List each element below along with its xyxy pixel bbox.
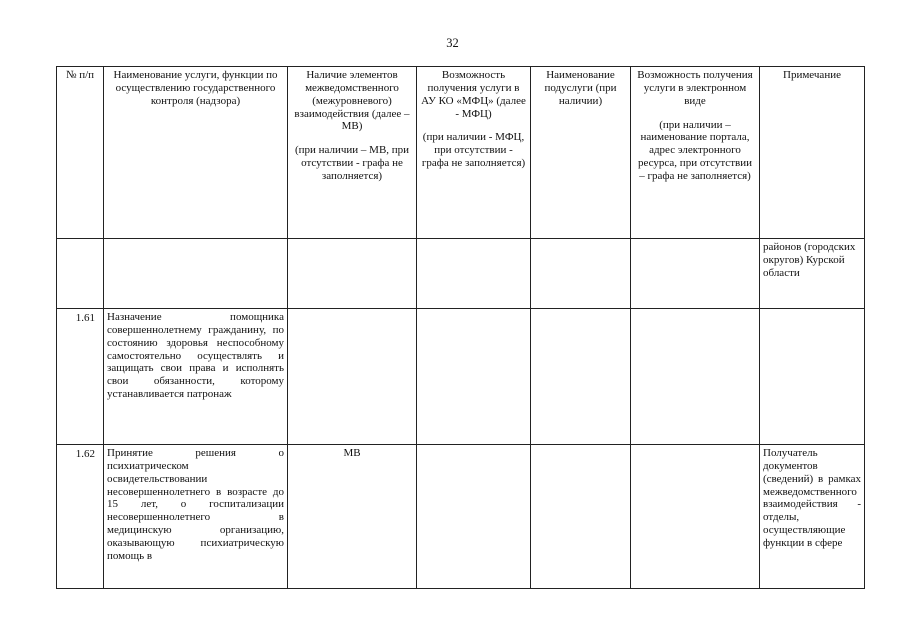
- row-mv: [288, 309, 417, 445]
- row-service-name: Принятие решения о психиатрическом освидетельствовании несовершеннолетнего в возрасте до 15 лет, о госпитализации несовершеннолетнего в медицинскую организацию, оказывающую психиатрическую помощь в: [104, 445, 288, 589]
- row-subservice: [531, 309, 631, 445]
- services-table: [56, 66, 865, 589]
- header-electronic-main: Возможность получения услуги в электронном виде: [637, 69, 753, 107]
- header-note: Примечание: [760, 67, 865, 239]
- header-subservice: Наименование подуслуги (при наличии): [531, 67, 631, 239]
- row-mfc: [417, 445, 531, 589]
- header-mv: [288, 67, 417, 239]
- header-electronic: [631, 67, 760, 239]
- row-subservice: [531, 239, 631, 309]
- table-row: [57, 239, 865, 309]
- header-mfc-main: Возможность получения услуги в АУ КО «МФЦ» (далее - МФЦ): [421, 69, 526, 120]
- header-mv-main: Наличие элементов межведомственного (межуровневого) взаимодействия (далее – МВ): [294, 69, 410, 133]
- row-note: районов (городских округов) Курской области: [760, 239, 865, 309]
- row-mfc: [417, 239, 531, 309]
- row-mv: МВ: [288, 445, 417, 589]
- row-note: [760, 309, 865, 445]
- row-service-name: Назначение помощника совершеннолетнему гражданину, по состоянию здоровья неспособному самостоятельно осуществлять и защищать свои права и исполнять свои обязанности, которому устанавливается патронаж: [104, 309, 288, 445]
- page-number: 32: [446, 36, 459, 50]
- table-row: [57, 445, 865, 589]
- row-mfc: [417, 309, 531, 445]
- row-service-name: [104, 239, 288, 309]
- row-number: 1.62: [57, 445, 104, 589]
- header-mfc-note: (при наличии - МФЦ, при отсутствии - графа не заполняется): [421, 131, 526, 170]
- header-service-name: Наименование услуги, функции по осуществлению государственного контроля (надзора): [104, 67, 288, 239]
- table-header-row: [57, 67, 865, 239]
- row-electronic: [631, 239, 760, 309]
- row-electronic: [631, 309, 760, 445]
- row-mv: [288, 239, 417, 309]
- table-row: [57, 309, 865, 445]
- row-number: 1.61: [57, 309, 104, 445]
- row-subservice: [531, 445, 631, 589]
- header-mfc: [417, 67, 531, 239]
- row-electronic: [631, 445, 760, 589]
- header-mv-note: (при наличии – МВ, при отсутствии - графа не заполняется): [294, 144, 410, 183]
- row-number: [57, 239, 104, 309]
- row-note: Получатель документов (сведений) в рамках межведомственного взаимодействия - отделы, осуществляющие функции в сфере: [760, 445, 865, 589]
- header-electronic-note: (при наличии – наименование портала, адрес электронного ресурса, при отсутствии – графа не заполняется): [638, 118, 752, 183]
- header-number: № п/п: [57, 67, 104, 239]
